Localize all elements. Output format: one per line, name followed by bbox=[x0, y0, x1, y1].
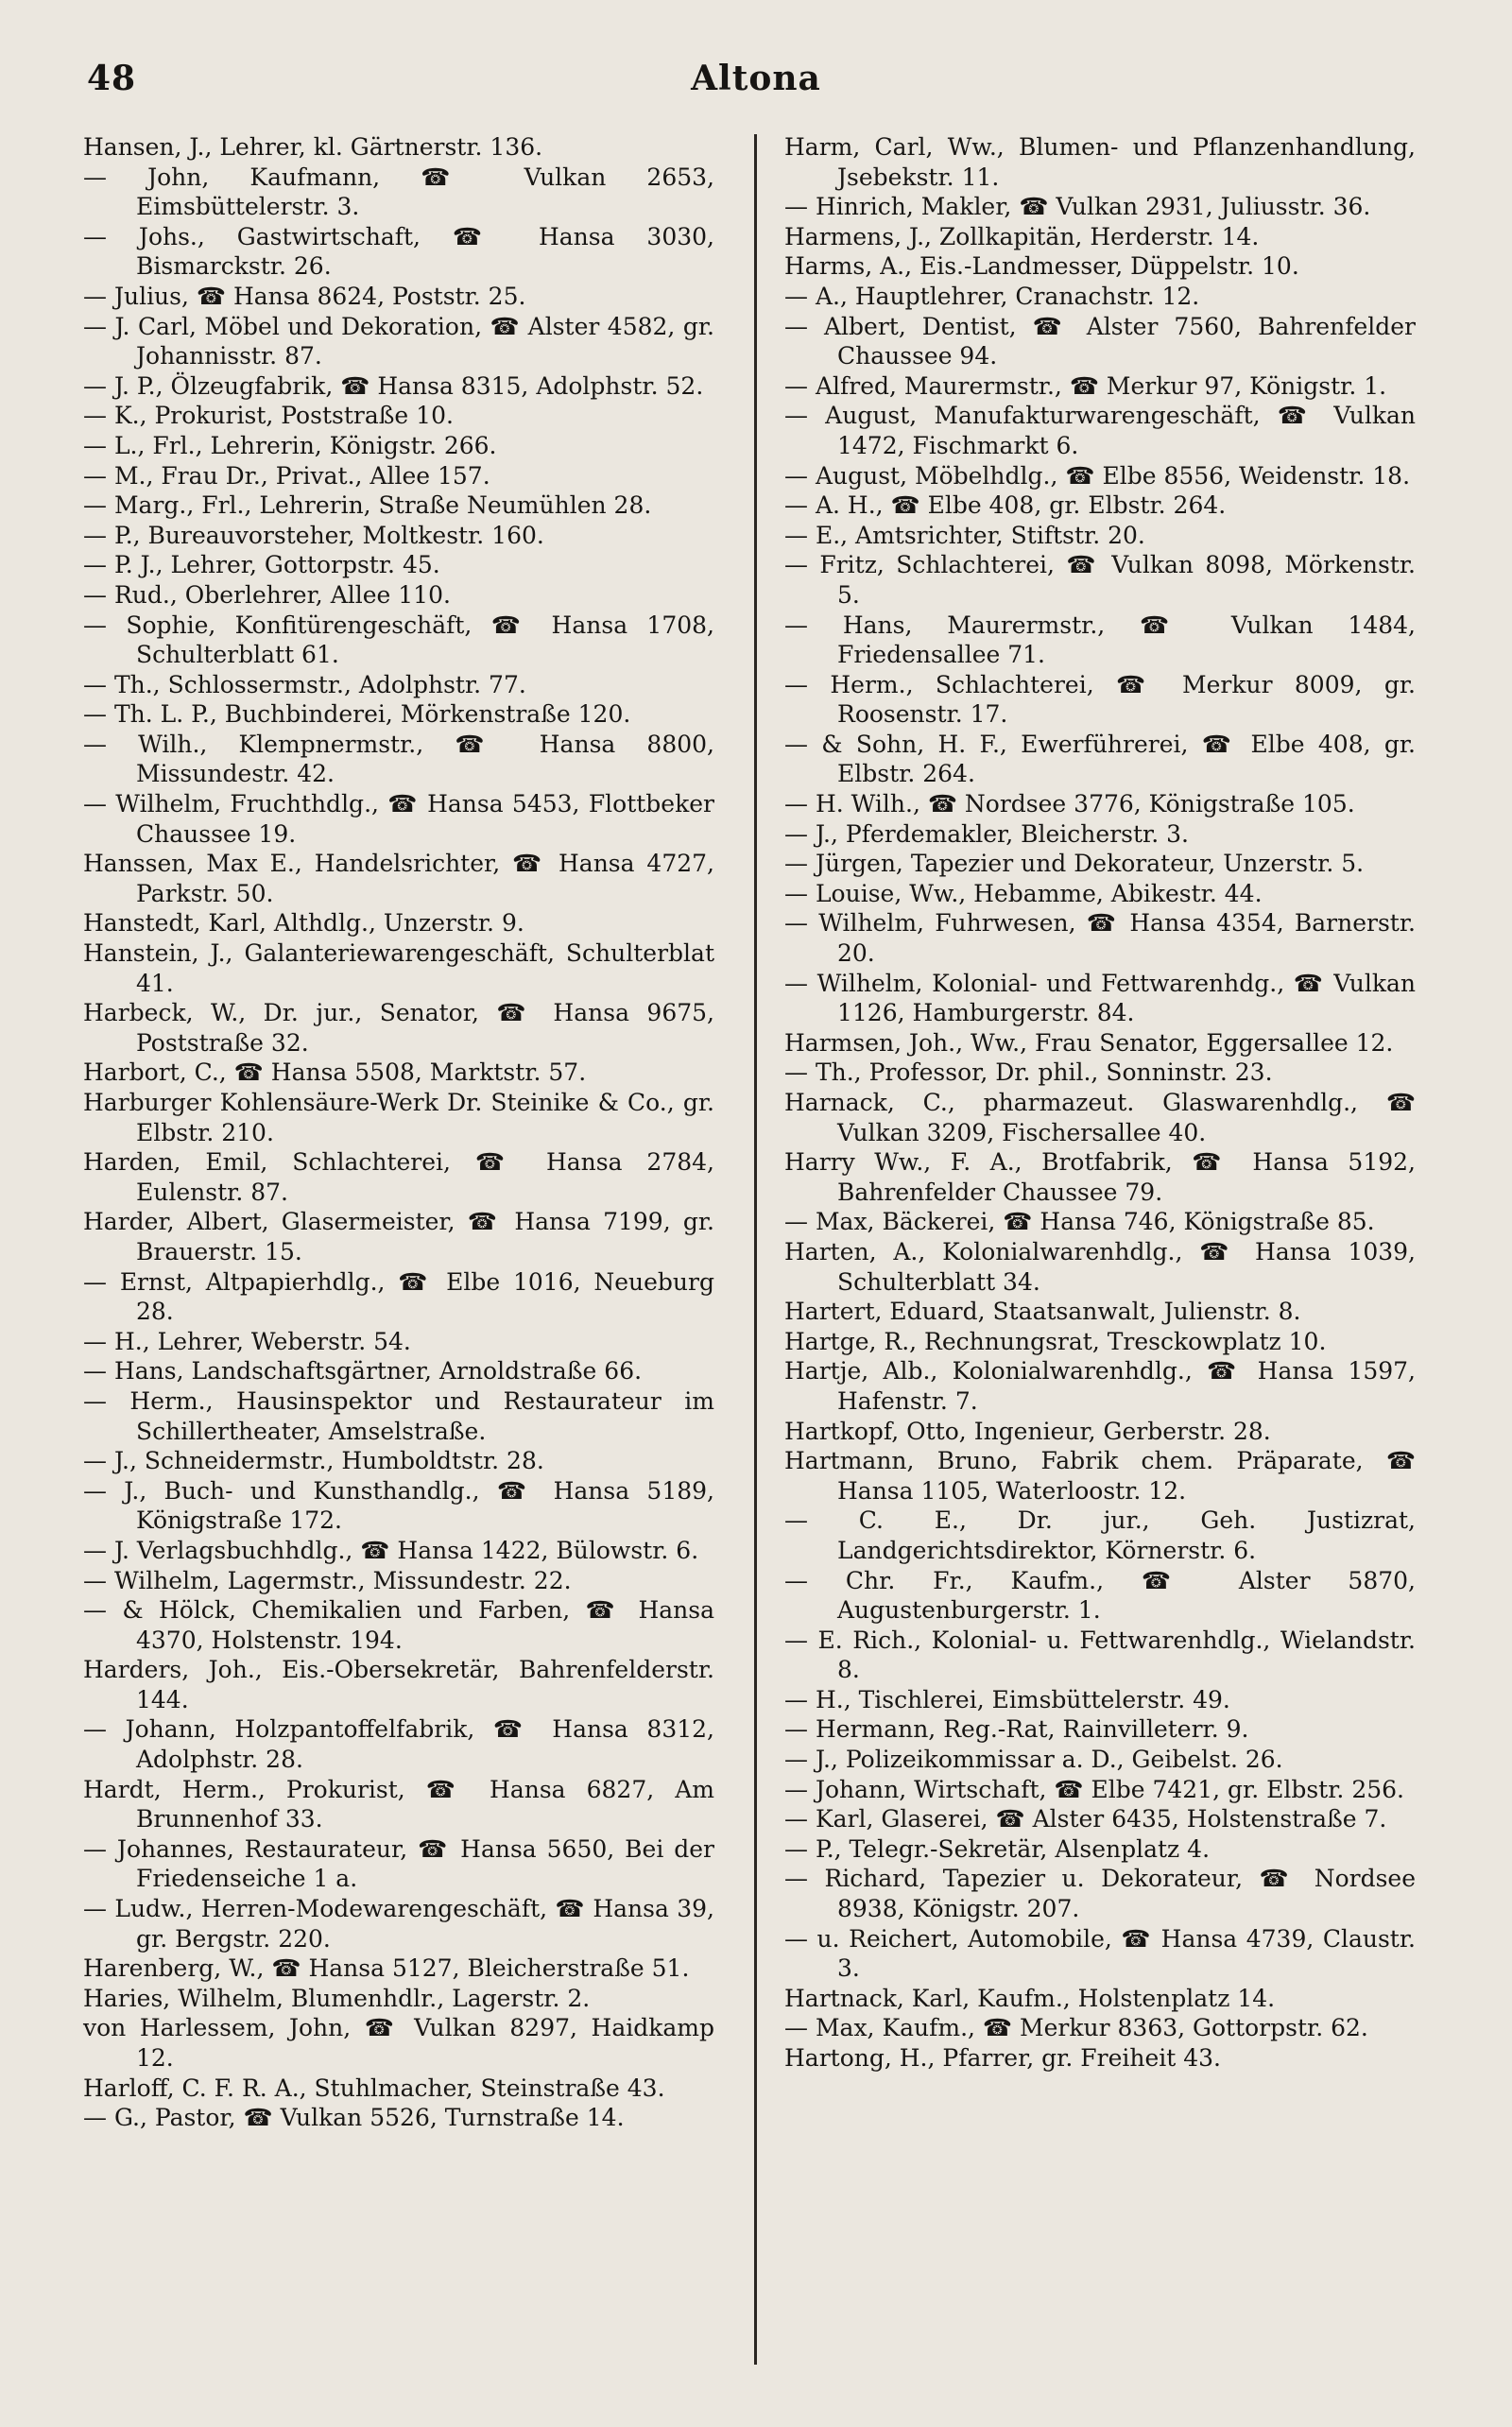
directory-entry bbox=[784, 251, 1416, 282]
directory-entry bbox=[83, 401, 714, 431]
page-title: Altona bbox=[691, 59, 821, 98]
directory-entry bbox=[784, 2013, 1416, 2043]
entry-text: Harders, Joh., Eis.-Obersekretär, Bahrenfelderstr. 144. bbox=[83, 1656, 714, 1713]
directory-entry bbox=[83, 1446, 714, 1476]
directory-entry bbox=[83, 1536, 714, 1566]
entry-text: — Herm., Schlachterei, ☎ Merkur 8009, gr. Roosenstr. 17. bbox=[784, 670, 1416, 729]
directory-entry bbox=[83, 998, 714, 1058]
entry-text: — J. P., Ölzeugfabrik, ☎ Hansa 8315, Adolphstr. 52. bbox=[83, 371, 704, 400]
directory-entry bbox=[784, 1356, 1416, 1416]
directory-entry bbox=[784, 491, 1416, 521]
entry-text: Harloff, C. F. R. A., Stuhlmacher, Steinstraße 43. bbox=[83, 2074, 665, 2102]
entry-text: Harmsen, Joh., Ww., Frau Senator, Eggersallee 12. bbox=[784, 1028, 1394, 1057]
directory-entry bbox=[784, 849, 1416, 879]
entry-text: — A., Hauptlehrer, Cranachstr. 12. bbox=[784, 282, 1200, 310]
directory-entry bbox=[784, 2043, 1416, 2074]
entry-text: — J., Pferdemakler, Bleicherstr. 3. bbox=[784, 819, 1189, 848]
entry-text: — H., Tischlerei, Eimsbüttelerstr. 49. bbox=[784, 1685, 1230, 1713]
entry-text: — C. E., Dr. jur., Geh. Justizrat, Landgerichtsdirektor, Körnerstr. 6. bbox=[784, 1506, 1416, 1564]
entry-text: Hanstedt, Karl, Althdlg., Unzerstr. 9. bbox=[83, 909, 524, 938]
directory-entry bbox=[83, 1356, 714, 1386]
entry-text: — E., Amtsrichter, Stiftstr. 20. bbox=[784, 521, 1145, 549]
directory-entry bbox=[784, 879, 1416, 909]
entry-text: — Wilhelm, Kolonial- und Fettwarenhdg., ☎ Vulkan 1126, Hamburgerstr. 84. bbox=[784, 969, 1416, 1027]
directory-entry bbox=[784, 1566, 1416, 1626]
directory-entry bbox=[83, 1386, 714, 1446]
directory-entry bbox=[784, 132, 1416, 192]
entry-text: — Johann, Wirtschaft, ☎ Elbe 7421, gr. Elbstr. 256. bbox=[784, 1775, 1404, 1803]
directory-entry bbox=[784, 401, 1416, 460]
entry-text: Hartmann, Bruno, Fabrik chem. Präparate, ☎ Hansa 1105, Waterloostr. 12. bbox=[784, 1447, 1416, 1505]
entry-text: — P., Bureauvorsteher, Moltkestr. 160. bbox=[83, 521, 544, 549]
directory-entry bbox=[83, 1714, 714, 1774]
directory-entry bbox=[83, 611, 714, 670]
directory-entry bbox=[784, 550, 1416, 610]
directory-entry bbox=[83, 1984, 714, 2014]
entry-text: — Chr. Fr., Kaufm., ☎ Alster 5870, Augustenburgerstr. 1. bbox=[784, 1566, 1416, 1625]
directory-entry bbox=[83, 1476, 714, 1536]
entry-text: — Th. L. P., Buchbinderei, Mörkenstraße 120. bbox=[83, 700, 631, 729]
entry-text: Harburger Kohlensäure-Werk Dr. Steinike & Co., gr. Elbstr. 210. bbox=[83, 1089, 714, 1146]
directory-entry bbox=[784, 1834, 1416, 1865]
entry-text: — Karl, Glaserei, ☎ Alster 6435, Holstenstraße 7. bbox=[784, 1805, 1387, 1833]
directory-entry bbox=[83, 1327, 714, 1357]
directory-entry bbox=[83, 132, 714, 163]
directory-entry bbox=[784, 1626, 1416, 1685]
entry-text: von Harlessem, John, ☎ Vulkan 8297, Haidkamp 12. bbox=[83, 2014, 714, 2072]
entry-text: — A. H., ☎ Elbe 408, gr. Elbstr. 264. bbox=[784, 491, 1227, 520]
entry-text: — Louise, Ww., Hebamme, Abikestr. 44. bbox=[784, 879, 1263, 907]
entry-text: Hartong, H., Pfarrer, gr. Freiheit 43. bbox=[784, 2044, 1221, 2072]
directory-entry bbox=[784, 1984, 1416, 2014]
entry-text: — J., Schneidermstr., Humboldtstr. 28. bbox=[83, 1447, 544, 1475]
directory-entry bbox=[784, 461, 1416, 491]
directory-entry bbox=[784, 1506, 1416, 1565]
entry-text: Hansen, J., Lehrer, kl. Gärtnerstr. 136. bbox=[83, 133, 543, 161]
directory-entry bbox=[83, 1267, 714, 1327]
entry-text: — Johs., Gastwirtschaft, ☎ Hansa 3030, Bismarckstr. 26. bbox=[83, 222, 714, 281]
entry-text: — Johann, Holzpantoffelfabrik, ☎ Hansa 8312, Adolphstr. 28. bbox=[83, 1715, 714, 1774]
directory-entry bbox=[784, 1804, 1416, 1834]
directory-entry bbox=[83, 1834, 714, 1894]
directory-entry bbox=[784, 1297, 1416, 1327]
entry-text: — Th., Professor, Dr. phil., Sonninstr. 23. bbox=[784, 1059, 1273, 1087]
directory-entry bbox=[83, 521, 714, 551]
entry-text: — Jürgen, Tapezier und Dekorateur, Unzerstr. 5. bbox=[784, 850, 1365, 878]
entry-text: — Hinrich, Makler, ☎ Vulkan 2931, Juliusstr. 36. bbox=[784, 193, 1371, 221]
entry-text: Hardt, Herm., Prokurist, ☎ Hansa 6827, Am Brunnenhof 33. bbox=[83, 1775, 714, 1833]
directory-entry bbox=[83, 1894, 714, 1954]
directory-entry bbox=[784, 1088, 1416, 1147]
entry-text: — August, Möbelhdlg., ☎ Elbe 8556, Weidenstr. 18. bbox=[784, 461, 1411, 490]
directory-entry bbox=[784, 1417, 1416, 1447]
directory-entry bbox=[83, 222, 714, 282]
entry-text: Harbeck, W., Dr. jur., Senator, ☎ Hansa 9675, Poststraße 32. bbox=[83, 999, 714, 1057]
directory-entry bbox=[83, 1088, 714, 1147]
entry-text: — Wilhelm, Lagermstr., Missundestr. 22. bbox=[83, 1566, 572, 1594]
directory-entry bbox=[83, 461, 714, 491]
directory-entry bbox=[83, 1566, 714, 1596]
directory-entry bbox=[83, 431, 714, 461]
entry-text: — & Hölck, Chemikalien und Farben, ☎ Hansa 4370, Holstenstr. 194. bbox=[83, 1596, 714, 1654]
directory-entry bbox=[83, 1775, 714, 1834]
directory-entry bbox=[784, 908, 1416, 968]
entry-text: Hartnack, Karl, Kaufm., Holstenplatz 14. bbox=[784, 1984, 1276, 2012]
entry-text: — P., Telegr.-Sekretär, Alsenplatz 4. bbox=[784, 1834, 1211, 1863]
entry-text: Harm, Carl, Ww., Blumen- und Pflanzenhandlung, Jsebekstr. 11. bbox=[784, 133, 1416, 191]
directory-entry bbox=[784, 1058, 1416, 1088]
entry-text: — M., Frau Dr., Privat., Allee 157. bbox=[83, 461, 490, 490]
entry-text: — J. Carl, Möbel und Dekoration, ☎ Alster 4582, gr. Johannisstr. 87. bbox=[83, 312, 714, 370]
directory-entry bbox=[83, 2074, 714, 2104]
directory-entry bbox=[83, 730, 714, 789]
entry-text: — Ludw., Herren-Modewarengeschäft, ☎ Hansa 39, gr. Bergstr. 220. bbox=[83, 1895, 714, 1953]
directory-entry bbox=[83, 282, 714, 312]
directory-entry bbox=[83, 1147, 714, 1207]
entry-text: — Max, Kaufm., ☎ Merkur 8363, Gottorpstr. 62. bbox=[784, 2014, 1368, 2042]
directory-entry bbox=[784, 730, 1416, 789]
entry-text: — Rud., Oberlehrer, Allee 110. bbox=[83, 580, 451, 609]
directory-entry bbox=[784, 789, 1416, 819]
entry-text: — Sophie, Konfitürengeschäft, ☎ Hansa 1708, Schulterblatt 61. bbox=[83, 611, 714, 669]
directory-entry bbox=[784, 1237, 1416, 1297]
directory-entry bbox=[784, 1685, 1416, 1715]
entry-text: Hanssen, Max E., Handelsrichter, ☎ Hansa 4727, Parkstr. 50. bbox=[83, 850, 714, 907]
directory-entry bbox=[83, 938, 714, 998]
directory-entry bbox=[784, 222, 1416, 252]
page-header bbox=[83, 59, 1429, 106]
entry-text: — Marg., Frl., Lehrerin, Straße Neumühlen 28. bbox=[83, 491, 652, 520]
entry-text: — Ernst, Altpapierhdlg., ☎ Elbe 1016, Neueburg 28. bbox=[83, 1267, 714, 1326]
directory-entry bbox=[83, 699, 714, 730]
left-column bbox=[83, 132, 714, 2133]
directory-entry bbox=[83, 550, 714, 580]
directory-entry bbox=[784, 1745, 1416, 1775]
directory-entry bbox=[83, 789, 714, 849]
directory-entry bbox=[83, 2013, 714, 2073]
directory-entry bbox=[784, 1775, 1416, 1805]
directory-entry bbox=[784, 192, 1416, 222]
directory-entry bbox=[83, 371, 714, 402]
entry-text: — J., Polizeikommissar a. D., Geibelst. 26. bbox=[784, 1746, 1283, 1774]
entry-text: — H., Lehrer, Weberstr. 54. bbox=[83, 1327, 411, 1355]
directory-entry bbox=[83, 1595, 714, 1655]
entry-text: — Hans, Maurermstr., ☎ Vulkan 1484, Friedensallee 71. bbox=[784, 611, 1416, 669]
entry-text: Hanstein, J., Galanteriewarengeschäft, Schulterblat 41. bbox=[83, 939, 714, 997]
directory-entry bbox=[784, 282, 1416, 312]
entry-text: — Wilhelm, Fruchthdlg., ☎ Hansa 5453, Flottbeker Chaussee 19. bbox=[83, 790, 714, 848]
entry-text: — Max, Bäckerei, ☎ Hansa 746, Königstraße 85. bbox=[784, 1208, 1375, 1236]
entry-text: — Th., Schlossermstr., Adolphstr. 77. bbox=[83, 670, 526, 698]
directory-entry bbox=[83, 849, 714, 908]
directory-entry bbox=[83, 163, 714, 222]
entry-text: — Hans, Landschaftsgärtner, Arnoldstraße 66. bbox=[83, 1357, 643, 1386]
entry-text: — Hermann, Reg.-Rat, Rainvilleterr. 9. bbox=[784, 1715, 1249, 1744]
page-number: 48 bbox=[87, 59, 137, 98]
directory-entry bbox=[784, 969, 1416, 1028]
directory-entry bbox=[784, 611, 1416, 670]
entry-text: Hartge, R., Rechnungsrat, Tresckowplatz 10. bbox=[784, 1327, 1327, 1355]
directory-entry bbox=[83, 580, 714, 611]
directory-entry bbox=[83, 670, 714, 700]
entry-text: — E. Rich., Kolonial- u. Fettwarenhdlg., Wielandstr. 8. bbox=[784, 1626, 1416, 1684]
directory-entry bbox=[83, 312, 714, 371]
entry-text: — Richard, Tapezier u. Dekorateur, ☎ Nordsee 8938, Königstr. 207. bbox=[784, 1865, 1416, 1923]
entry-text: — P. J., Lehrer, Gottorpstr. 45. bbox=[83, 551, 440, 579]
entry-text: — Alfred, Maurermstr., ☎ Merkur 97, Königstr. 1. bbox=[784, 371, 1387, 400]
entry-text: — Fritz, Schlachterei, ☎ Vulkan 8098, Mörkenstr. 5. bbox=[784, 551, 1416, 609]
column-divider bbox=[754, 134, 757, 2365]
entry-text: Hartje, Alb., Kolonialwarenhdlg., ☎ Hansa 1597, Hafenstr. 7. bbox=[784, 1357, 1416, 1415]
entry-text: — John, Kaufmann, ☎ Vulkan 2653, Eimsbüttelerstr. 3. bbox=[83, 163, 714, 221]
directory-entry bbox=[83, 1058, 714, 1088]
entry-text: — G., Pastor, ☎ Vulkan 5526, Turnstraße 14. bbox=[83, 2104, 625, 2132]
directory-entry bbox=[784, 1207, 1416, 1237]
directory-entry bbox=[83, 1207, 714, 1266]
entry-text: — Herm., Hausinspektor und Restaurateur im Schillertheater, Amselstraße. bbox=[83, 1386, 714, 1445]
entry-text: — J. Verlagsbuchhdlg., ☎ Hansa 1422, Bülowstr. 6. bbox=[83, 1536, 699, 1564]
directory-entry bbox=[784, 670, 1416, 730]
directory-entry bbox=[784, 1446, 1416, 1506]
directory-entry bbox=[784, 312, 1416, 371]
directory-entry bbox=[784, 1147, 1416, 1207]
directory-entry bbox=[83, 1655, 714, 1714]
entry-text: — L., Frl., Lehrerin, Königstr. 266. bbox=[83, 431, 497, 459]
directory-entry bbox=[784, 371, 1416, 402]
right-column bbox=[784, 132, 1416, 2074]
entry-text: — u. Reichert, Automobile, ☎ Hansa 4739, Claustr. 3. bbox=[784, 1924, 1416, 1983]
entry-text: — J., Buch- und Kunsthandlg., ☎ Hansa 5189, Königstraße 172. bbox=[83, 1476, 714, 1535]
entry-text: Harten, A., Kolonialwarenhdlg., ☎ Hansa 1039, Schulterblatt 34. bbox=[784, 1237, 1416, 1296]
entry-text: Harenberg, W., ☎ Hansa 5127, Bleicherstraße 51. bbox=[83, 1954, 690, 1983]
entry-text: Harmens, J., Zollkapitän, Herderstr. 14. bbox=[784, 222, 1260, 250]
entry-text: — Wilhelm, Fuhrwesen, ☎ Hansa 4354, Barnerstr. 20. bbox=[784, 909, 1416, 968]
directory-entry bbox=[83, 1954, 714, 1984]
directory-entry bbox=[784, 1924, 1416, 1984]
entry-text: Harden, Emil, Schlachterei, ☎ Hansa 2784, Eulenstr. 87. bbox=[83, 1148, 714, 1206]
entry-text: Hartert, Eduard, Staatsanwalt, Julienstr. 8. bbox=[784, 1298, 1301, 1326]
entry-text: Harder, Albert, Glasermeister, ☎ Hansa 7199, gr. Brauerstr. 15. bbox=[83, 1208, 714, 1265]
directory-entry bbox=[784, 1864, 1416, 1923]
entry-text: — & Sohn, H. F., Ewerführerei, ☎ Elbe 408, gr. Elbstr. 264. bbox=[784, 730, 1416, 788]
entry-text: Harbort, C., ☎ Hansa 5508, Marktstr. 57. bbox=[83, 1059, 587, 1087]
entry-text: — Albert, Dentist, ☎ Alster 7560, Bahrenfelder Chaussee 94. bbox=[784, 312, 1416, 370]
entry-text: Harnack, C., pharmazeut. Glaswarenhdlg., ☎ Vulkan 3209, Fischersallee 40. bbox=[784, 1089, 1416, 1146]
entry-text: Haries, Wilhelm, Blumenhdlr., Lagerstr. 2. bbox=[83, 1984, 591, 2012]
directory-entry bbox=[83, 491, 714, 521]
directory-entry bbox=[784, 1327, 1416, 1357]
entry-text: — August, Manufakturwarengeschäft, ☎ Vulkan 1472, Fischmarkt 6. bbox=[784, 402, 1416, 459]
directory-entry bbox=[83, 908, 714, 938]
entry-text: — Johannes, Restaurateur, ☎ Hansa 5650, Bei der Friedenseiche 1 a. bbox=[83, 1834, 714, 1893]
entry-text: — K., Prokurist, Poststraße 10. bbox=[83, 402, 454, 430]
entry-text: — H. Wilh., ☎ Nordsee 3776, Königstraße 105. bbox=[784, 790, 1355, 818]
entry-text: Harms, A., Eis.-Landmesser, Düppelstr. 10. bbox=[784, 252, 1299, 281]
directory-entry bbox=[784, 819, 1416, 850]
entry-text: — Wilh., Klempnermstr., ☎ Hansa 8800, Missundestr. 42. bbox=[83, 730, 714, 788]
directory-entry bbox=[83, 2103, 714, 2133]
directory-entry bbox=[784, 1028, 1416, 1059]
directory-entry bbox=[784, 521, 1416, 551]
directory-entry bbox=[784, 1714, 1416, 1745]
entry-text: — Julius, ☎ Hansa 8624, Poststr. 25. bbox=[83, 282, 526, 310]
entry-text: Harry Ww., F. A., Brotfabrik, ☎ Hansa 5192, Bahrenfelder Chaussee 79. bbox=[784, 1148, 1416, 1206]
entry-text: Hartkopf, Otto, Ingenieur, Gerberstr. 28. bbox=[784, 1417, 1271, 1445]
